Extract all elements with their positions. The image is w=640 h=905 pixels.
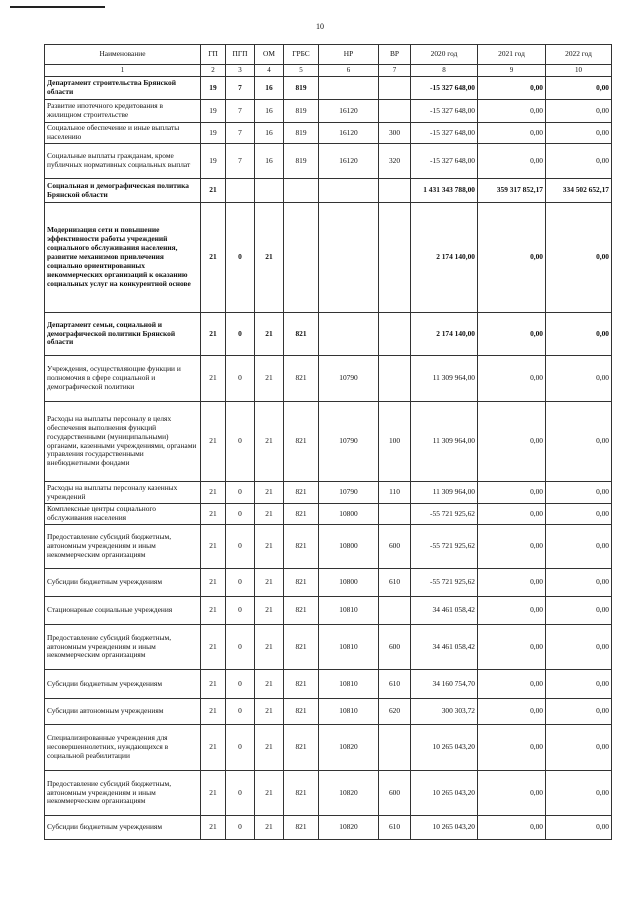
cell-vr: 610	[379, 670, 411, 699]
cell-vr	[379, 597, 411, 625]
cell-2022: 0,00	[546, 504, 612, 525]
cell-2020: -55 721 925,62	[411, 504, 478, 525]
header-cell: ГП	[201, 45, 226, 65]
cell-pgp: 0	[226, 203, 255, 313]
cell-grbs: 821	[284, 597, 319, 625]
budget-table	[44, 44, 612, 840]
row-name: Предоставление субсидий бюджетным, автономным учреждениям и иным некоммерческим организациям	[45, 771, 201, 816]
cell-om: 21	[255, 699, 284, 725]
column-number: 2	[201, 65, 226, 77]
cell-vr: 110	[379, 482, 411, 504]
header-cell: 2021 год	[478, 45, 546, 65]
cell-2020: 34 461 058,42	[411, 625, 478, 670]
cell-gp: 21	[201, 597, 226, 625]
cell-gp: 19	[201, 144, 226, 179]
row-name: Субсидии бюджетным учреждениям	[45, 816, 201, 840]
cell-om: 21	[255, 356, 284, 402]
cell-pgp: 7	[226, 144, 255, 179]
cell-vr	[379, 725, 411, 771]
column-number: 4	[255, 65, 284, 77]
cell-2020: -15 327 648,00	[411, 144, 478, 179]
cell-gp: 21	[201, 725, 226, 771]
table-row	[45, 356, 612, 402]
cell-2022: 334 502 652,17	[546, 179, 612, 203]
row-name: Социальное обеспечение и иные выплаты населению	[45, 123, 201, 144]
cell-vr: 600	[379, 771, 411, 816]
cell-2020: -55 721 925,62	[411, 525, 478, 569]
cell-nr: 10820	[319, 725, 379, 771]
cell-nr: 10810	[319, 597, 379, 625]
header-cell: ВР	[379, 45, 411, 65]
cell-2022: 0,00	[546, 482, 612, 504]
cell-2021: 0,00	[478, 100, 546, 123]
column-number: 7	[379, 65, 411, 77]
cell-2021: 0,00	[478, 482, 546, 504]
table-row	[45, 179, 612, 203]
cell-pgp: 0	[226, 597, 255, 625]
cell-nr	[319, 179, 379, 203]
cell-2021: 0,00	[478, 356, 546, 402]
cell-2020: 11 309 964,00	[411, 356, 478, 402]
column-number: 10	[546, 65, 612, 77]
cell-2020: -15 327 648,00	[411, 77, 478, 100]
table-body	[45, 77, 612, 840]
cell-2022: 0,00	[546, 203, 612, 313]
cell-2022: 0,00	[546, 313, 612, 356]
cell-om: 16	[255, 144, 284, 179]
header-cell: Наименование	[45, 45, 201, 65]
column-number: 1	[45, 65, 201, 77]
cell-om: 16	[255, 100, 284, 123]
cell-2020: 10 265 043,20	[411, 771, 478, 816]
cell-vr: 100	[379, 402, 411, 482]
cell-gp: 21	[201, 699, 226, 725]
cell-2021: 0,00	[478, 569, 546, 597]
table-row	[45, 816, 612, 840]
cell-grbs: 819	[284, 77, 319, 100]
cell-nr: 16120	[319, 123, 379, 144]
cell-2021: 0,00	[478, 144, 546, 179]
row-name: Модернизация сети и повышение эффективности работы учреждений социального обслуживания населения, развитие механизмов привлечения социально ориентированных некоммерческих организаций к оказанию социальных услуг на конкурентной основе	[45, 203, 201, 313]
cell-2022: 0,00	[546, 569, 612, 597]
header-cell: ГРБС	[284, 45, 319, 65]
cell-grbs: 821	[284, 670, 319, 699]
cell-om: 21	[255, 725, 284, 771]
cell-vr	[379, 313, 411, 356]
cell-om	[255, 179, 284, 203]
cell-2022: 0,00	[546, 402, 612, 482]
column-number: 3	[226, 65, 255, 77]
cell-nr	[319, 203, 379, 313]
row-name: Стационарные социальные учреждения	[45, 597, 201, 625]
cell-gp: 21	[201, 313, 226, 356]
row-name: Специализированные учреждения для несовершеннолетних, нуждающихся в социальной реабилитации	[45, 725, 201, 771]
cell-grbs: 819	[284, 144, 319, 179]
header-cell: 2022 год	[546, 45, 612, 65]
cell-gp: 21	[201, 525, 226, 569]
cell-2022: 0,00	[546, 771, 612, 816]
cell-nr	[319, 77, 379, 100]
cell-2021: 359 317 852,17	[478, 179, 546, 203]
cell-grbs: 821	[284, 504, 319, 525]
cell-vr	[379, 179, 411, 203]
header-cell: 2020 год	[411, 45, 478, 65]
cell-vr: 620	[379, 699, 411, 725]
table-row	[45, 482, 612, 504]
cell-pgp: 0	[226, 771, 255, 816]
cell-pgp: 0	[226, 569, 255, 597]
cell-nr: 10820	[319, 816, 379, 840]
cell-2022: 0,00	[546, 525, 612, 569]
cell-gp: 21	[201, 402, 226, 482]
cell-2022: 0,00	[546, 725, 612, 771]
row-name: Социальная и демографическая политика Брянской области	[45, 179, 201, 203]
cell-gp: 19	[201, 100, 226, 123]
table-row	[45, 525, 612, 569]
cell-vr	[379, 77, 411, 100]
cell-vr: 600	[379, 525, 411, 569]
cell-grbs: 821	[284, 569, 319, 597]
row-name: Расходы на выплаты персоналу казенных учреждений	[45, 482, 201, 504]
row-name: Предоставление субсидий бюджетным, автономным учреждениям и иным некоммерческим организациям	[45, 525, 201, 569]
row-name: Департамент строительства Брянской области	[45, 77, 201, 100]
cell-gp: 21	[201, 203, 226, 313]
cell-nr: 10820	[319, 771, 379, 816]
cell-vr: 610	[379, 569, 411, 597]
cell-om: 21	[255, 482, 284, 504]
cell-2022: 0,00	[546, 597, 612, 625]
cell-om: 21	[255, 525, 284, 569]
cell-om: 21	[255, 625, 284, 670]
table-row	[45, 144, 612, 179]
cell-2022: 0,00	[546, 123, 612, 144]
cell-2021: 0,00	[478, 699, 546, 725]
cell-2021: 0,00	[478, 504, 546, 525]
cell-2022: 0,00	[546, 356, 612, 402]
table-row	[45, 670, 612, 699]
cell-grbs: 821	[284, 725, 319, 771]
cell-2020: 2 174 140,00	[411, 203, 478, 313]
cell-om: 21	[255, 816, 284, 840]
cell-vr: 610	[379, 816, 411, 840]
cell-pgp: 0	[226, 725, 255, 771]
cell-2022: 0,00	[546, 100, 612, 123]
cell-grbs	[284, 179, 319, 203]
table-row	[45, 569, 612, 597]
row-name: Субсидии автономным учреждениям	[45, 699, 201, 725]
table-row	[45, 504, 612, 525]
cell-nr: 10790	[319, 482, 379, 504]
cell-2022: 0,00	[546, 816, 612, 840]
cell-2021: 0,00	[478, 597, 546, 625]
cell-grbs: 821	[284, 625, 319, 670]
header-cell: ОМ	[255, 45, 284, 65]
table-row	[45, 313, 612, 356]
cell-vr	[379, 100, 411, 123]
cell-2021: 0,00	[478, 625, 546, 670]
cell-2020: 10 265 043,20	[411, 816, 478, 840]
cell-vr	[379, 356, 411, 402]
cell-2022: 0,00	[546, 77, 612, 100]
cell-pgp	[226, 179, 255, 203]
cell-2022: 0,00	[546, 670, 612, 699]
row-name: Департамент семьи, социальной и демографической политики Брянской области	[45, 313, 201, 356]
cell-grbs: 821	[284, 402, 319, 482]
cell-pgp: 0	[226, 670, 255, 699]
cell-pgp: 0	[226, 402, 255, 482]
cell-2021: 0,00	[478, 123, 546, 144]
cell-grbs: 819	[284, 100, 319, 123]
table-row	[45, 771, 612, 816]
cell-gp: 19	[201, 123, 226, 144]
cell-nr: 10800	[319, 569, 379, 597]
cell-grbs: 821	[284, 356, 319, 402]
cell-2020: 300 303,72	[411, 699, 478, 725]
table-row	[45, 725, 612, 771]
cell-om: 21	[255, 203, 284, 313]
cell-vr: 300	[379, 123, 411, 144]
cell-om: 21	[255, 670, 284, 699]
cell-om: 21	[255, 569, 284, 597]
cell-gp: 21	[201, 771, 226, 816]
cell-vr	[379, 504, 411, 525]
row-name: Расходы на выплаты персоналу в целях обеспечения выполнения функций государственными (муниципальными) органами, казенными учреждениями, органами управления государственными внебюджетными фондами	[45, 402, 201, 482]
cell-nr: 10810	[319, 670, 379, 699]
cell-2021: 0,00	[478, 402, 546, 482]
cell-vr	[379, 203, 411, 313]
row-name: Предоставление субсидий бюджетным, автономным учреждениям и иным некоммерческим организациям	[45, 625, 201, 670]
cell-om: 21	[255, 504, 284, 525]
cell-om: 21	[255, 771, 284, 816]
page-number: 10	[316, 22, 324, 31]
cell-2021: 0,00	[478, 313, 546, 356]
cell-2021: 0,00	[478, 725, 546, 771]
row-name: Учреждения, осуществляющие функции и полномочия в сфере социальной и демографической политики	[45, 356, 201, 402]
cell-vr: 320	[379, 144, 411, 179]
row-name: Субсидии бюджетным учреждениям	[45, 569, 201, 597]
column-number: 9	[478, 65, 546, 77]
cell-2021: 0,00	[478, 771, 546, 816]
cell-om: 21	[255, 402, 284, 482]
cell-gp: 21	[201, 625, 226, 670]
cell-nr: 10810	[319, 699, 379, 725]
cell-om: 21	[255, 313, 284, 356]
cell-gp: 21	[201, 482, 226, 504]
column-number: 6	[319, 65, 379, 77]
table-row	[45, 699, 612, 725]
cell-om: 21	[255, 597, 284, 625]
cell-grbs: 819	[284, 123, 319, 144]
cell-pgp: 0	[226, 356, 255, 402]
cell-2022: 0,00	[546, 625, 612, 670]
cell-2020: 34 461 058,42	[411, 597, 478, 625]
cell-grbs: 821	[284, 699, 319, 725]
row-name: Субсидии бюджетным учреждениям	[45, 670, 201, 699]
cell-nr: 10800	[319, 504, 379, 525]
cell-2021: 0,00	[478, 670, 546, 699]
table-row	[45, 625, 612, 670]
cell-nr: 10790	[319, 356, 379, 402]
cell-2020: 10 265 043,20	[411, 725, 478, 771]
row-name: Развитие ипотечного кредитования в жилищном строительстве	[45, 100, 201, 123]
cell-2020: 34 160 754,70	[411, 670, 478, 699]
cell-nr: 16120	[319, 100, 379, 123]
cell-pgp: 7	[226, 123, 255, 144]
cell-gp: 21	[201, 670, 226, 699]
cell-2020: 1 431 343 788,00	[411, 179, 478, 203]
cell-pgp: 7	[226, 77, 255, 100]
cell-nr: 10810	[319, 625, 379, 670]
cell-gp: 19	[201, 77, 226, 100]
cell-gp: 21	[201, 816, 226, 840]
cell-2021: 0,00	[478, 525, 546, 569]
table-row	[45, 123, 612, 144]
cell-grbs: 821	[284, 525, 319, 569]
column-number: 5	[284, 65, 319, 77]
cell-2022: 0,00	[546, 144, 612, 179]
cell-2022: 0,00	[546, 699, 612, 725]
column-number-row	[45, 65, 612, 77]
cell-2021: 0,00	[478, 816, 546, 840]
cell-grbs: 821	[284, 482, 319, 504]
cell-gp: 21	[201, 569, 226, 597]
cell-grbs: 821	[284, 313, 319, 356]
column-number: 8	[411, 65, 478, 77]
table-row	[45, 100, 612, 123]
row-name: Социальные выплаты гражданам, кроме публичных нормативных социальных выплат	[45, 144, 201, 179]
cell-pgp: 0	[226, 625, 255, 670]
cell-pgp: 0	[226, 525, 255, 569]
cell-pgp: 0	[226, 699, 255, 725]
cell-nr: 16120	[319, 144, 379, 179]
cell-gp: 21	[201, 179, 226, 203]
row-name: Комплексные центры социального обслуживания населения	[45, 504, 201, 525]
cell-2021: 0,00	[478, 203, 546, 313]
table-row	[45, 597, 612, 625]
cell-pgp: 0	[226, 816, 255, 840]
cell-pgp: 0	[226, 482, 255, 504]
cell-nr: 10800	[319, 525, 379, 569]
cell-vr: 600	[379, 625, 411, 670]
cell-pgp: 0	[226, 504, 255, 525]
cell-2020: 2 174 140,00	[411, 313, 478, 356]
cell-2020: 11 309 964,00	[411, 482, 478, 504]
cell-grbs: 821	[284, 816, 319, 840]
cell-om: 16	[255, 123, 284, 144]
cell-grbs: 821	[284, 771, 319, 816]
cell-grbs	[284, 203, 319, 313]
header-row	[45, 45, 612, 65]
cell-2020: -15 327 648,00	[411, 100, 478, 123]
header-cell: ПГП	[226, 45, 255, 65]
cell-pgp: 0	[226, 313, 255, 356]
table-row	[45, 203, 612, 313]
cell-gp: 21	[201, 504, 226, 525]
cell-2020: -15 327 648,00	[411, 123, 478, 144]
cell-nr: 10790	[319, 402, 379, 482]
cell-pgp: 7	[226, 100, 255, 123]
cell-gp: 21	[201, 356, 226, 402]
header-rule	[10, 6, 105, 8]
header-cell: НР	[319, 45, 379, 65]
cell-2020: -55 721 925,62	[411, 569, 478, 597]
table-row	[45, 77, 612, 100]
cell-2021: 0,00	[478, 77, 546, 100]
cell-2020: 11 309 964,00	[411, 402, 478, 482]
table-row	[45, 402, 612, 482]
cell-om: 16	[255, 77, 284, 100]
cell-nr	[319, 313, 379, 356]
